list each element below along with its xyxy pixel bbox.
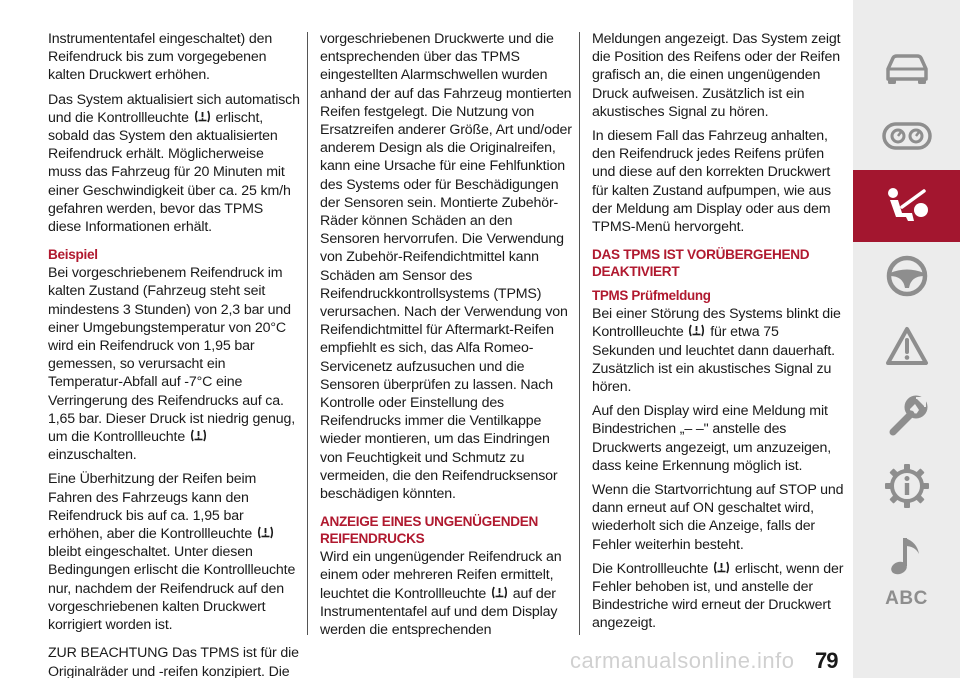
airbag-safety-icon xyxy=(884,185,930,227)
car-icon xyxy=(884,51,930,85)
column-divider xyxy=(307,32,308,635)
column-divider xyxy=(579,32,580,635)
tire-pressure-warning-icon xyxy=(713,561,730,574)
tire-pressure-warning-icon xyxy=(194,110,211,123)
subheading-tpms-pruefmeldung: TPMS Prüfmeldung xyxy=(592,288,711,304)
info-gear-icon xyxy=(884,463,930,509)
paragraph: ZUR BEACHTUNG Das TPMS ist für die Originalräder und -reifen konzipiert. Die xyxy=(48,645,299,678)
section-heading-tpms-deaktiviert: DAS TPMS IST VORÜBERGEHEND DEAKTIVIERT xyxy=(592,247,810,280)
sidebar-tab-instruments[interactable] xyxy=(853,100,960,172)
sidebar-tab-emergency[interactable] xyxy=(853,380,960,452)
paragraph: In diesem Fall das Fahrzeug anhalten, den Reifendruck jedes Reifens prüfen und diese auf den korrekten Druckwert für kalten Zustand aufpumpen, wie aus der Meldung am Display oder aus dem TPMS-Menü hervorgeht. xyxy=(592,128,831,236)
section-heading-beispiel: Beispiel xyxy=(48,247,98,263)
tire-pressure-warning-icon xyxy=(491,586,508,599)
sidebar-tab-maintenance[interactable] xyxy=(853,450,960,522)
tire-pressure-warning-icon xyxy=(257,526,274,539)
watermark: carmanualsonline.info xyxy=(570,648,795,673)
sidebar-tab-index[interactable] xyxy=(853,563,960,635)
paragraph: Wenn die Startvorrichtung auf STOP und dann erneut auf ON geschaltet wird, wiederholt sich die Anzeige, falls der Fehler weiterhin besteht. xyxy=(592,482,844,553)
paragraph: Die Kontrollleuchte erlischt, wenn der Fehler behoben ist, und anstelle der Bindestriche wird erneut der Druckwert angezeigt. xyxy=(592,560,844,632)
text-column-3 xyxy=(592,30,844,639)
sidebar-tab-safety[interactable] xyxy=(853,170,960,242)
section-heading-anzeige: ANZEIGE EINES UNGENÜGENDEN REIFENDRUCKS xyxy=(320,514,539,547)
warning-triangle-icon xyxy=(885,326,929,366)
chapter-sidebar xyxy=(853,0,960,678)
sidebar-tab-warning-lights[interactable] xyxy=(853,310,960,382)
tire-pressure-warning-icon xyxy=(190,429,207,442)
text-column-2 xyxy=(320,30,572,645)
sidebar-tab-starting-driving[interactable] xyxy=(853,240,960,312)
paragraph: vorgeschriebenen Druckwerte und die entsprechenden über das TPMS eingestellten Alarmschwellen wurden anhand der auf das Fahrzeug montierten Reifen festgelegt. Die Nutzung von Ersatzreifen anderer Größe, Art und/oder anderem Design als die Originalreifen, kann eine Ursache für eine Fehlfunktion des Systems oder für Beschädigungen der Sensoren sein. Montierte Zubehör-Räder können Schäden an den Sensoren hervorrufen. Die Verwendung von Zubehör-Reifendichtmittel kann Schäden am Sensor des Reifendruckkontrollsystems (TPMS) verursachen. Nach der Verwendung von Reifendichtmittel für Aftermarkt-Reifen empfiehlt es sich, das Alfa Romeo- Servicenetz aufzusuchen und die Sensoren überprüfen zu lassen. Nach Kontrolle oder Einstellung des Reifendrucks immer die Ventilkappe wieder montieren, um das Eindringen von Feuchtigkeit und Schmutz zu vermeiden, die den Reifendrucksensor beschädigen könnten. xyxy=(320,31,572,503)
paragraph: Auf den Display wird eine Meldung mit Bindestrichen „– –" anstelle des Druckwerts angezeigt, um anzuzeigen, dass keine Erkennung möglich ist. xyxy=(592,403,832,474)
abc-index-label: ABC xyxy=(885,588,928,609)
steering-wheel-icon xyxy=(885,254,929,298)
page-number: 79 xyxy=(815,648,838,673)
paragraph: Eine Überhitzung der Reifen beim Fahren des Fahrzeugs kann den Reifendruck bis auf ca. 1,95 bar erhöhen, aber die Kontrollleuchte bleibt eingeschaltet. Unter diesen Bedingungen erlischt die Kontrollleuchte nur, nachdem der Reifendruck auf den vorgeschriebenen kalten Druckwert korrigiert worden ist. xyxy=(48,471,296,634)
sidebar-tab-car[interactable] xyxy=(853,32,960,104)
paragraph: Bei vorgeschriebenem Reifendruck im kalten Zustand (Fahrzeug steht seit mindestens 3 Stunden) von 2,3 bar und einer Umgebungstemperatur von 20°C wird ein Reifendruck von 1,95 bar gemessen, so verursacht ein Temperatur-Abfall auf -7°C eine Verringerung des Reifendrucks auf ca. 1,65 bar. Dieser Druck ist niedrig genug, um die Kontrollleuchte einzuschalten. xyxy=(48,265,295,464)
paragraph: Meldungen angezeigt. Das System zeigt die Position des Reifens oder der Reifen grafisch an, die einen ungenügenden Druck aufweisen. Zusätzlich ist ein akustisches Signal zu hören. xyxy=(592,31,841,120)
paragraph: Bei einer Störung des Systems blinkt die Kontrollleuchte für etwa 75 Sekunden und leuchtet dann dauerhaft. Zusätzlich ist ein akustisches Signal zu hören. xyxy=(592,306,841,396)
tire-pressure-warning-icon xyxy=(688,324,705,337)
dashboard-gauges-icon xyxy=(882,121,932,151)
paragraph: Instrumententafel eingeschaltet) den Reifendruck bis zum vorgegebenen kalten Druckwert erhöhen. xyxy=(48,31,273,84)
paragraph: Wird ein ungenügender Reifendruck an einem oder mehreren Reifen ermittelt, leuchtet die Kontrollleuchte auf der Instrumententafel auf und dem Display werden die entsprechenden xyxy=(320,549,562,639)
wrench-icon xyxy=(885,394,929,438)
paragraph: Das System aktualisiert sich automatisch und die Kontrollleuchte erlischt, sobald das System den aktualisierten Reifendruck erhält. Möglicherweise muss das Fahrzeug für 20 Minuten mit einer Geschwindigkeit über ca. 25 km/h gefahren werden, bevor das TPMS diese Informationen erhält. xyxy=(48,91,300,236)
text-column-1 xyxy=(48,30,300,678)
